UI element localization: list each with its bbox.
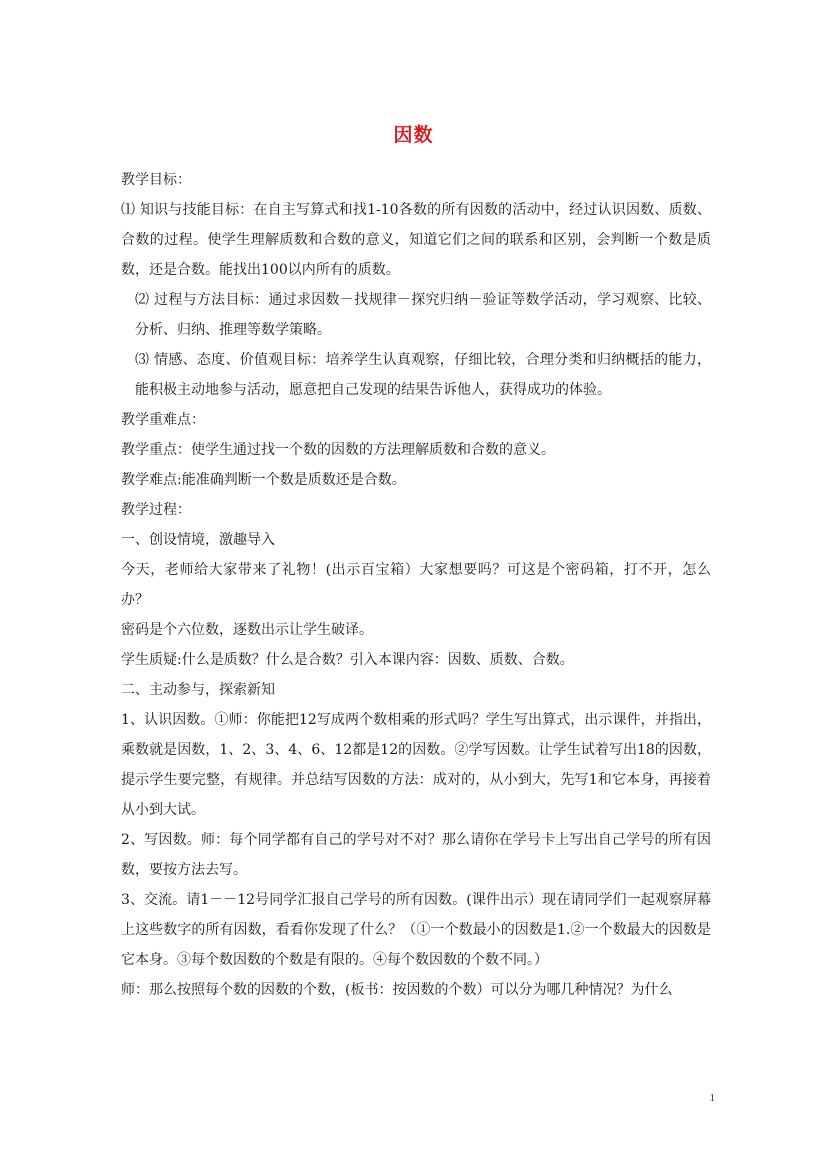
paragraph-objective-2: ⑵ 过程与方法目标：通过求因数－找规律－探究归纳－验证等数学活动，学习观察、比较、分析、归纳、推理等数学策略。 — [135, 292, 711, 338]
paragraph-intro: 今天，老师给大家带来了礼物！(出示百宝箱）大家想要吗？可这是个密码箱，打不开，怎么办？ — [121, 562, 711, 608]
paragraph-objective-1: ⑴ 知识与技能目标：在自主写算式和找1-10各数的所有因数的活动中，经过认识因数、质数、合数的过程。使学生理解质数和合数的意义，知道它们之间的联系和区别，会判断一个数是质数，还是合数。能找出100以内所有的质数。 — [121, 202, 711, 278]
paragraph-exchange: 3、交流。请1－－12号同学汇报自己学号的所有因数。(课件出示）现在请同学们一起观察屏幕上这些数字的所有因数，看看你发现了什么？（①一个数最小的因数是1.②一个数最大的因数是它本身。③每个数因数的个数是有限的。④每个数因数的个数不同。） — [121, 892, 711, 968]
section-heading-step-1: 一、创设情境，激趣导入 — [121, 532, 275, 548]
section-heading-key-points: 教学重难点： — [121, 412, 205, 428]
section-heading-step-2: 二、主动参与，探索新知 — [121, 682, 275, 698]
page-number: 1 — [709, 1092, 715, 1104]
section-heading-objectives: 教学目标： — [121, 172, 191, 188]
paragraph-difficulty: 教学难点:能准确判断一个数是质数还是合数。 — [121, 472, 406, 488]
paragraph-key-point: 教学重点：使学生通过找一个数的因数的方法理解质数和合数的意义。 — [121, 442, 555, 458]
section-heading-process: 教学过程： — [121, 502, 191, 518]
paragraph-learn-factors: 1、认识因数。①师：你能把12写成两个数相乘的形式吗？学生写出算式，出示课件，并指出，乘数就是因数，1、2、3、4、6、12都是12的因数。②学写因数。让学生试着写出18的因数，提示学生要完整，有规律。并总结写因数的方法：成对的，从小到大，先写1和它本身，再接着从小到大试。 — [121, 712, 711, 818]
document-body — [121, 165, 711, 1005]
page-title: 因数 — [393, 124, 434, 146]
paragraph-objective-3: ⑶ 情感、态度、价值观目标：培养学生认真观察，仔细比较，合理分类和归纳概括的能力，能积极主动地参与活动，愿意把自己发现的结果告诉他人，获得成功的体验。 — [135, 352, 711, 398]
paragraph-teacher-question: 师：那么按照每个数的因数的个数，(板书：按因数的个数）可以分为哪几种情况？为什么 — [121, 982, 673, 998]
paragraph-question: 学生质疑:什么是质数？什么是合数？引入本课内容：因数、质数、合数。 — [121, 652, 574, 668]
paragraph-password: 密码是个六位数，逐数出示让学生破译。 — [121, 622, 373, 638]
paragraph-write-factors: 2、写因数。师：每个同学都有自己的学号对不对？那么请你在学号卡上写出自己学号的所有因数，要按方法去写。 — [121, 832, 711, 878]
